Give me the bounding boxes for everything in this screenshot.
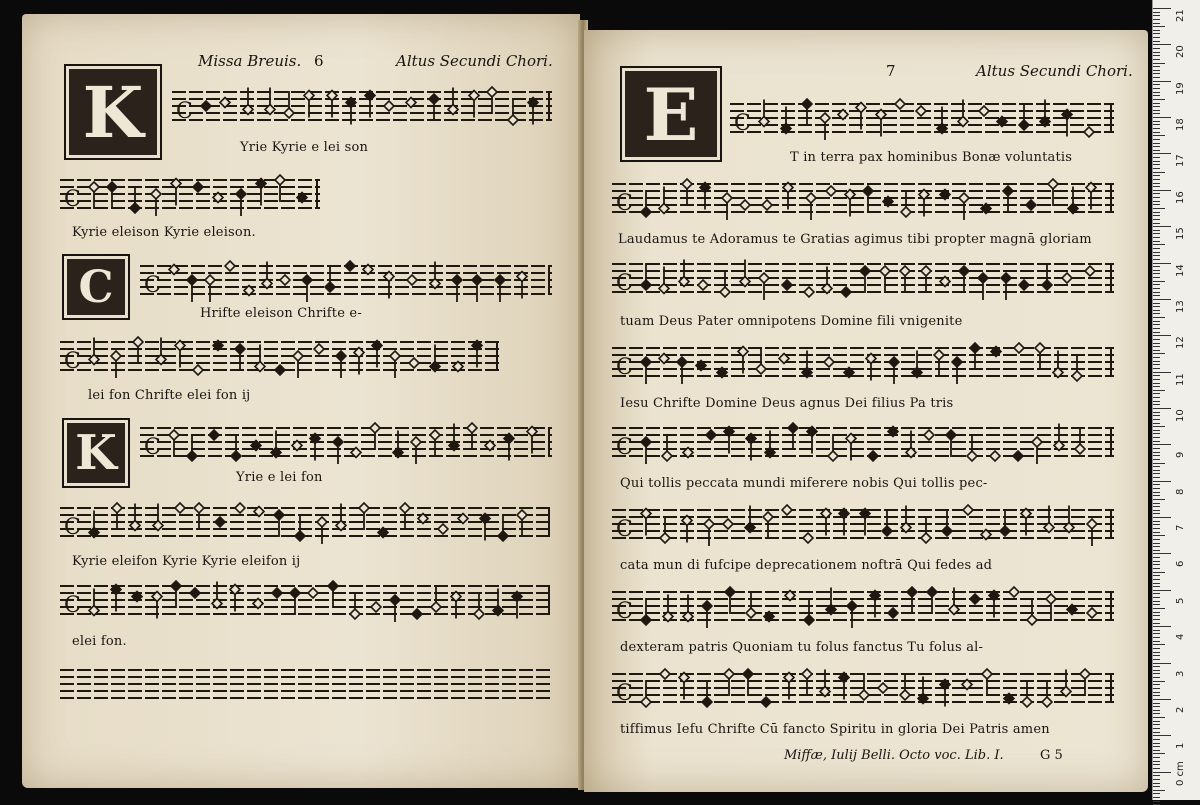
ruler-tick bbox=[1153, 648, 1160, 649]
ruler-tick bbox=[1153, 452, 1160, 453]
ruler-label: 12 bbox=[1175, 336, 1186, 350]
ruler-tick bbox=[1153, 288, 1160, 289]
ruler-label: 7 bbox=[1175, 524, 1186, 532]
ruler-tick bbox=[1153, 59, 1160, 60]
ruler-tick bbox=[1153, 586, 1160, 587]
ruler-tick bbox=[1153, 317, 1165, 318]
ruler-tick bbox=[1153, 215, 1160, 216]
ruler-tick bbox=[1153, 477, 1160, 478]
ruler-tick bbox=[1153, 270, 1160, 271]
ruler-tick bbox=[1153, 230, 1160, 231]
ruler-tick bbox=[1153, 117, 1171, 118]
ruler-tick bbox=[1153, 328, 1160, 329]
ruler-tick bbox=[1153, 575, 1160, 576]
ruler-tick bbox=[1153, 353, 1165, 354]
staff-right-2 bbox=[612, 176, 1114, 226]
ruler-label: 20 bbox=[1175, 45, 1186, 59]
ruler-tick bbox=[1153, 393, 1160, 394]
ruler-tick bbox=[1153, 128, 1160, 129]
staff-left-4 bbox=[60, 334, 500, 384]
right-voice-part: Altus Secundi Chori. bbox=[976, 62, 1133, 80]
ruler-tick bbox=[1153, 208, 1165, 209]
ruler-label: 8 bbox=[1175, 488, 1186, 495]
ruler-label: 14 bbox=[1175, 263, 1186, 277]
lyric-left-1: Yrie Kyrie e lei son bbox=[240, 140, 369, 155]
ruler-label: 21 bbox=[1175, 9, 1186, 22]
ruler-tick bbox=[1153, 19, 1160, 20]
ruler-tick bbox=[1153, 12, 1160, 13]
lyric-left-3: Hrifte eleison Chrifte e- bbox=[200, 306, 362, 321]
ruler-tick bbox=[1153, 55, 1160, 56]
ruler-tick bbox=[1153, 706, 1160, 707]
ruler-tick bbox=[1153, 510, 1160, 511]
ruler-tick bbox=[1153, 157, 1160, 158]
lyric-right-3: tuam Deus Pater omnipotens Domine fili vnigenite bbox=[620, 314, 963, 329]
staff-right-1 bbox=[730, 96, 1114, 146]
ruler-tick bbox=[1153, 484, 1160, 485]
ruler-tick bbox=[1153, 226, 1171, 227]
ruler-tick bbox=[1153, 579, 1160, 580]
ruler-label: 9 bbox=[1175, 451, 1186, 459]
staff-right-6 bbox=[612, 502, 1114, 552]
ruler-tick bbox=[1153, 717, 1165, 718]
ruler-tick bbox=[1153, 735, 1171, 736]
ruler-tick bbox=[1153, 84, 1160, 85]
ruler-tick bbox=[1153, 790, 1165, 791]
ruler-tick bbox=[1153, 153, 1171, 154]
staff-right-4 bbox=[612, 340, 1114, 390]
ruler-tick bbox=[1153, 652, 1160, 653]
svg-text:C: C bbox=[64, 349, 81, 374]
staff-left-7 bbox=[60, 578, 552, 628]
ruler-tick bbox=[1153, 564, 1160, 565]
ruler-tick bbox=[1153, 124, 1160, 125]
lyric-left-7: elei fon. bbox=[72, 634, 127, 649]
ruler-tick bbox=[1153, 88, 1160, 89]
ruler-label: 13 bbox=[1175, 300, 1186, 313]
ruler-tick bbox=[1153, 281, 1165, 282]
ruler-tick bbox=[1153, 641, 1160, 642]
lyric-right-5: Qui tollis peccata mundi miferere nobis Qui tollis pec- bbox=[620, 476, 988, 491]
ruler-tick bbox=[1153, 412, 1160, 413]
ruler-tick bbox=[1153, 615, 1160, 616]
ruler-tick bbox=[1153, 604, 1160, 605]
ruler-tick bbox=[1153, 70, 1160, 71]
ruler-tick bbox=[1153, 397, 1160, 398]
ruler-tick bbox=[1153, 677, 1160, 678]
ruler-tick bbox=[1153, 772, 1171, 773]
ruler-tick bbox=[1153, 324, 1160, 325]
ruler-tick bbox=[1153, 41, 1160, 42]
ruler-label: 5 bbox=[1175, 597, 1186, 604]
svg-text:C: C bbox=[616, 271, 633, 296]
left-header-title: Missa Breuis. bbox=[198, 52, 302, 70]
ruler-tick bbox=[1153, 233, 1160, 234]
ruler-tick bbox=[1153, 95, 1160, 96]
ruler-tick bbox=[1153, 77, 1160, 78]
ruler-tick bbox=[1153, 30, 1160, 31]
ruler-tick bbox=[1153, 252, 1160, 253]
ruler-tick bbox=[1153, 455, 1160, 456]
svg-text:C: C bbox=[64, 515, 81, 540]
ruler-tick bbox=[1153, 37, 1160, 38]
lyric-right-8: tiffimus Iefu Chrifte Cū fancto Spiritu in gloria Dei Patris amen bbox=[620, 722, 1050, 737]
ruler-tick bbox=[1153, 248, 1160, 249]
ruler-tick bbox=[1153, 721, 1160, 722]
ruler-tick bbox=[1153, 190, 1171, 191]
ruler-tick bbox=[1153, 608, 1165, 609]
staff-left-6 bbox=[60, 500, 552, 550]
lyric-right-1: T in terra pax hominibus Bonæ voluntatis bbox=[790, 150, 1073, 165]
svg-text:C: C bbox=[176, 99, 193, 124]
svg-text:C: C bbox=[616, 681, 633, 706]
ruler-tick bbox=[1153, 695, 1160, 696]
ruler-tick bbox=[1153, 630, 1160, 631]
ruler-tick bbox=[1153, 175, 1160, 176]
ruler-tick bbox=[1153, 52, 1160, 53]
ruler-tick bbox=[1153, 201, 1160, 202]
ruler-label: 4 bbox=[1175, 633, 1186, 641]
ruler-tick bbox=[1153, 513, 1160, 514]
ruler-tick bbox=[1153, 750, 1160, 751]
ruler-tick bbox=[1153, 499, 1165, 500]
ruler-tick bbox=[1153, 423, 1160, 424]
ruler-tick bbox=[1153, 793, 1160, 794]
ruler-tick bbox=[1153, 473, 1160, 474]
ruler-tick bbox=[1153, 713, 1160, 714]
ruler-tick bbox=[1153, 532, 1160, 533]
ruler-tick bbox=[1153, 172, 1165, 173]
svg-text:C: C bbox=[64, 187, 81, 212]
svg-text:C: C bbox=[144, 273, 161, 298]
ruler-tick bbox=[1153, 492, 1160, 493]
ruler-tick bbox=[1153, 121, 1160, 122]
ruler-label: 1 bbox=[1175, 742, 1186, 750]
ruler-tick bbox=[1153, 597, 1160, 598]
staff-left-5 bbox=[140, 420, 552, 470]
measurement-ruler bbox=[1152, 0, 1200, 800]
ruler-tick bbox=[1153, 524, 1160, 525]
ruler-label: 11 bbox=[1175, 372, 1186, 386]
lyric-left-6: Kyrie eleifon Kyrie Kyrie eleifon ij bbox=[72, 554, 301, 569]
ruler-tick bbox=[1153, 310, 1160, 311]
ruler-label: 10 bbox=[1175, 409, 1186, 422]
ruler-tick bbox=[1153, 408, 1171, 409]
ruler-tick bbox=[1153, 764, 1160, 765]
svg-text:C: C bbox=[616, 599, 633, 624]
footer-imprint: Miffæ, Iulij Belli. Octo voc. Lib. I. bbox=[784, 748, 1004, 763]
ruler-tick bbox=[1153, 543, 1160, 544]
lyric-right-4: Iesu Chrifte Domine Deus agnus Dei filius Pa tris bbox=[620, 396, 954, 411]
ruler-tick bbox=[1153, 430, 1160, 431]
ruler-tick bbox=[1153, 132, 1160, 133]
ruler-tick bbox=[1153, 692, 1160, 693]
ruler-tick bbox=[1153, 699, 1171, 700]
ruler-tick bbox=[1153, 753, 1165, 754]
ruler-tick bbox=[1153, 684, 1160, 685]
initial-k-2: K bbox=[62, 418, 130, 488]
ruler-tick bbox=[1153, 92, 1160, 93]
ruler-tick bbox=[1153, 66, 1160, 67]
ruler-tick bbox=[1153, 259, 1160, 260]
svg-text:C: C bbox=[64, 593, 81, 618]
ruler-tick bbox=[1153, 204, 1160, 205]
left-voice-part: Altus Secundi Chori. bbox=[396, 52, 553, 70]
ruler-tick bbox=[1153, 768, 1160, 769]
ruler-tick bbox=[1153, 219, 1160, 220]
ruler-tick bbox=[1153, 99, 1165, 100]
ruler-tick bbox=[1153, 179, 1160, 180]
ruler-tick bbox=[1153, 292, 1160, 293]
signature-mark: G 5 bbox=[1040, 748, 1063, 763]
lyric-left-2: Kyrie eleison Kyrie eleison. bbox=[72, 225, 256, 240]
ruler-tick bbox=[1153, 572, 1165, 573]
ruler-tick bbox=[1153, 401, 1160, 402]
ruler-tick bbox=[1153, 521, 1160, 522]
ruler-tick bbox=[1153, 372, 1171, 373]
ruler-tick bbox=[1153, 583, 1160, 584]
ruler-tick bbox=[1153, 186, 1160, 187]
ruler-tick bbox=[1153, 263, 1171, 264]
ruler-tick bbox=[1153, 193, 1160, 194]
ruler-tick bbox=[1153, 568, 1160, 569]
ruler-tick bbox=[1153, 688, 1160, 689]
ruler-tick bbox=[1153, 33, 1160, 34]
ruler-tick bbox=[1153, 779, 1160, 780]
ruler-tick bbox=[1153, 623, 1160, 624]
ruler-tick bbox=[1153, 590, 1171, 591]
ruler-tick bbox=[1153, 255, 1160, 256]
ruler-tick bbox=[1153, 426, 1165, 427]
svg-text:C: C bbox=[616, 191, 633, 216]
ruler-tick bbox=[1153, 295, 1160, 296]
ruler-tick bbox=[1153, 375, 1160, 376]
ruler-tick bbox=[1153, 433, 1160, 434]
ruler-tick bbox=[1153, 419, 1160, 420]
ruler-tick bbox=[1153, 503, 1160, 504]
lyric-right-6: cata mun di fufcipe deprecationem noftrā Qui fedes ad bbox=[620, 558, 993, 573]
ruler-tick bbox=[1153, 743, 1160, 744]
ruler-tick bbox=[1153, 81, 1171, 82]
staff-right-5 bbox=[612, 420, 1114, 470]
initial-k-1: K bbox=[64, 64, 162, 160]
lyric-left-5: Yrie e lei fon bbox=[236, 470, 323, 485]
staff-left-1 bbox=[172, 84, 552, 134]
ruler-tick bbox=[1153, 659, 1160, 660]
lyric-right-2: Laudamus te Adoramus te Gratias agimus tibi propter magnā gloriam bbox=[618, 232, 1092, 247]
ruler-tick bbox=[1153, 746, 1160, 747]
ruler-label: 16 bbox=[1175, 191, 1186, 204]
ruler-tick bbox=[1153, 441, 1160, 442]
ruler-tick bbox=[1153, 361, 1160, 362]
ruler-tick bbox=[1153, 113, 1160, 114]
initial-e: E bbox=[620, 66, 722, 162]
ruler-tick bbox=[1153, 728, 1160, 729]
ruler-tick bbox=[1153, 332, 1160, 333]
ruler-tick bbox=[1153, 150, 1160, 151]
ruler-tick bbox=[1153, 593, 1160, 594]
ruler-tick bbox=[1153, 633, 1160, 634]
ruler-tick bbox=[1153, 321, 1160, 322]
ruler-tick bbox=[1153, 212, 1160, 213]
ruler-label: 19 bbox=[1175, 81, 1186, 95]
ruler-tick bbox=[1153, 797, 1160, 798]
ruler-tick bbox=[1153, 444, 1171, 445]
ruler-tick bbox=[1153, 390, 1165, 391]
ruler-tick bbox=[1153, 161, 1160, 162]
ruler-tick bbox=[1153, 343, 1160, 344]
ruler-tick bbox=[1153, 673, 1160, 674]
ruler-tick bbox=[1153, 244, 1165, 245]
ruler-tick bbox=[1153, 535, 1165, 536]
ruler-tick bbox=[1153, 463, 1165, 464]
ruler-tick bbox=[1153, 786, 1160, 787]
ruler-label: 6 bbox=[1175, 561, 1186, 568]
ruler-tick bbox=[1153, 103, 1160, 104]
ruler-tick bbox=[1153, 197, 1160, 198]
ruler-tick bbox=[1153, 666, 1160, 667]
ruler-tick bbox=[1153, 335, 1171, 336]
ruler-tick bbox=[1153, 44, 1171, 45]
ruler-tick bbox=[1153, 495, 1160, 496]
ruler-tick bbox=[1153, 481, 1171, 482]
ruler-label: 0 cm bbox=[1175, 760, 1186, 786]
ruler-tick bbox=[1153, 23, 1160, 24]
ruler-tick bbox=[1153, 703, 1160, 704]
ruler-tick bbox=[1153, 223, 1160, 224]
ruler-tick bbox=[1153, 303, 1160, 304]
svg-text:C: C bbox=[616, 517, 633, 542]
ruler-tick bbox=[1153, 26, 1165, 27]
staff-right-8 bbox=[612, 666, 1114, 716]
ruler-tick bbox=[1153, 135, 1165, 136]
left-page-number: 6 bbox=[314, 52, 324, 70]
ruler-tick bbox=[1153, 339, 1160, 340]
ruler-tick bbox=[1153, 528, 1160, 529]
svg-text:C: C bbox=[616, 435, 633, 460]
ruler-tick bbox=[1153, 612, 1160, 613]
ruler-tick bbox=[1153, 110, 1160, 111]
ruler-tick bbox=[1153, 284, 1160, 285]
ruler-tick bbox=[1153, 757, 1160, 758]
ruler-tick bbox=[1153, 655, 1160, 656]
ruler-tick bbox=[1153, 164, 1160, 165]
ruler-tick bbox=[1153, 241, 1160, 242]
ruler-tick bbox=[1153, 277, 1160, 278]
ruler-tick bbox=[1153, 306, 1160, 307]
lyric-right-7: dexteram patris Quoniam tu folus fanctus Tu folus al- bbox=[620, 640, 984, 655]
ruler-tick bbox=[1153, 143, 1160, 144]
ruler-tick bbox=[1153, 364, 1160, 365]
ruler-tick bbox=[1153, 346, 1160, 347]
ruler-tick bbox=[1153, 313, 1160, 314]
svg-text:C: C bbox=[144, 435, 161, 460]
ruler-tick bbox=[1153, 299, 1171, 300]
ruler-tick bbox=[1153, 379, 1160, 380]
ruler-tick bbox=[1153, 368, 1160, 369]
ruler-tick bbox=[1153, 553, 1171, 554]
ruler-tick bbox=[1153, 448, 1160, 449]
svg-text:C: C bbox=[734, 111, 751, 136]
ruler-label: 3 bbox=[1175, 670, 1186, 677]
ruler-tick bbox=[1153, 470, 1160, 471]
ruler-tick bbox=[1153, 557, 1160, 558]
ruler-tick bbox=[1153, 488, 1160, 489]
ruler-tick bbox=[1153, 739, 1160, 740]
ruler-tick bbox=[1153, 506, 1160, 507]
ruler-tick bbox=[1153, 626, 1171, 627]
staff-left-3 bbox=[140, 258, 552, 308]
ruler-tick bbox=[1153, 168, 1160, 169]
right-page-number: 7 bbox=[886, 62, 896, 80]
ruler-tick bbox=[1153, 266, 1160, 267]
ruler-tick bbox=[1153, 350, 1160, 351]
ruler-tick bbox=[1153, 15, 1160, 16]
ruler-tick bbox=[1153, 106, 1160, 107]
ruler-tick bbox=[1153, 437, 1160, 438]
staff-right-3 bbox=[612, 256, 1114, 306]
ruler-tick bbox=[1153, 619, 1160, 620]
lyric-left-4: lei fon Chrifte elei fon ij bbox=[88, 388, 251, 403]
ruler-tick bbox=[1153, 681, 1165, 682]
ruler-tick bbox=[1153, 517, 1171, 518]
ruler-tick bbox=[1153, 183, 1160, 184]
ruler-tick bbox=[1153, 761, 1160, 762]
ruler-tick bbox=[1153, 466, 1160, 467]
ruler-label: 18 bbox=[1175, 118, 1186, 132]
svg-text:C: C bbox=[616, 355, 633, 380]
staff-left-2 bbox=[60, 172, 320, 222]
ruler-tick bbox=[1153, 783, 1160, 784]
ruler-tick bbox=[1153, 404, 1160, 405]
ruler-label: 17 bbox=[1175, 154, 1186, 168]
initial-c: C bbox=[62, 254, 130, 320]
ruler-tick bbox=[1153, 273, 1160, 274]
ruler-tick bbox=[1153, 801, 1160, 802]
ruler-tick bbox=[1153, 550, 1160, 551]
ruler-tick bbox=[1153, 724, 1160, 725]
ruler-tick bbox=[1153, 670, 1160, 671]
ruler-tick bbox=[1153, 415, 1160, 416]
ruler-tick bbox=[1153, 775, 1160, 776]
ruler-tick bbox=[1153, 48, 1160, 49]
ruler-tick bbox=[1153, 8, 1171, 9]
staff-right-7 bbox=[612, 584, 1114, 634]
ruler-tick bbox=[1153, 357, 1160, 358]
ruler-tick bbox=[1153, 146, 1160, 147]
ruler-tick bbox=[1153, 539, 1160, 540]
ruler-tick bbox=[1153, 63, 1165, 64]
staff-left-empty bbox=[60, 662, 552, 712]
ruler-tick bbox=[1153, 644, 1165, 645]
ruler-tick bbox=[1153, 386, 1160, 387]
ruler-tick bbox=[1153, 637, 1160, 638]
ruler-tick bbox=[1153, 139, 1160, 140]
ruler-tick bbox=[1153, 732, 1160, 733]
ruler-label: 15 bbox=[1175, 227, 1186, 241]
ruler-label: 2 bbox=[1175, 706, 1186, 713]
ruler-tick bbox=[1153, 710, 1160, 711]
ruler-tick bbox=[1153, 561, 1160, 562]
ruler-tick bbox=[1153, 601, 1160, 602]
ruler-tick bbox=[1153, 663, 1171, 664]
ruler-tick bbox=[1153, 383, 1160, 384]
ruler-tick bbox=[1153, 237, 1160, 238]
ruler-tick bbox=[1153, 73, 1160, 74]
ruler-tick bbox=[1153, 546, 1160, 547]
ruler-tick bbox=[1153, 459, 1160, 460]
